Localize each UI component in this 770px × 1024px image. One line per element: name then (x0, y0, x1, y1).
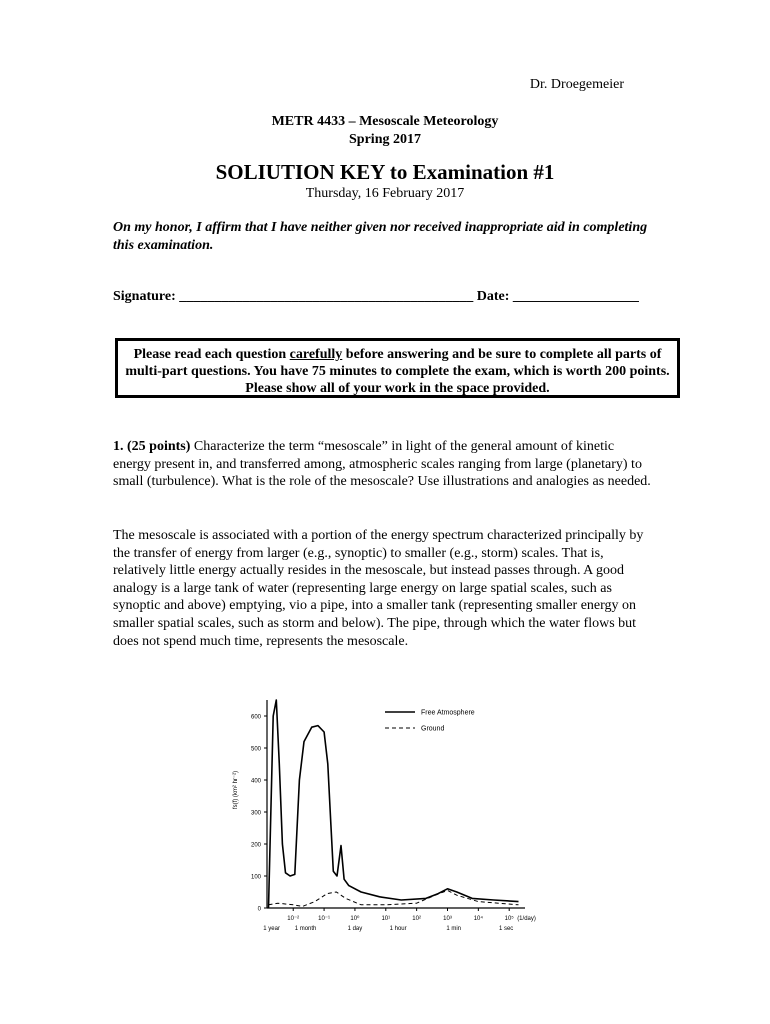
period-label: 1 year (263, 926, 280, 932)
x-tick-label: 10⁵ (504, 916, 514, 922)
instructions-emphasis: carefully (289, 347, 343, 362)
signature-blank: __________________________________________ (179, 289, 474, 304)
question-1 (113, 438, 653, 491)
instructions-part2: before answering and be sure to complete all parts of multi-part questions. You have 75 minutes to complete the exam, which is worth 200 points. Please show all of your work in the space provided. (125, 347, 670, 396)
course-term: Spring 2017 (349, 132, 421, 147)
answer-1: The mesoscale is associated with a portion of the energy spectrum characterized principally by the transfer of energy from larger (e.g., synoptic) to smaller (e.g., storm) scales. That is, relatively little energy actually resides in the mesoscale, but instead passes through. A good analogy is a large tank of water (representing large energy on large spatial scales, such as synoptic and above) emptying, vio a pipe, into a smaller tank (representing smaller energy on smaller spatial scales, such as storm and below). The pipe, through which the water flows but does not spend much time, represents the mesoscale. (113, 528, 644, 649)
signature-line (113, 289, 639, 305)
period-label: 1 day (347, 926, 363, 932)
y-axis-label: fs(f) (km² hr⁻²) (233, 770, 239, 810)
date-blank: __________________ (512, 289, 639, 304)
y-tick-label: 0 (257, 906, 261, 913)
course-title: METR 4433 – Mesoscale Meteorology (271, 114, 499, 129)
period-label: 1 min (446, 926, 462, 932)
signature-label: Signature: (113, 289, 176, 304)
legend-label-free-atmosphere: Free Atmosphere (421, 709, 475, 717)
y-tick-label: 600 (250, 714, 261, 721)
x-tick-label: 10⁻¹ (318, 916, 331, 922)
y-tick-label: 200 (250, 842, 261, 849)
period-label: 1 sec (498, 926, 514, 932)
legend-label-ground: Ground (421, 725, 445, 733)
date-label: Date: (476, 289, 510, 304)
energy-spectrum-chart (225, 690, 545, 940)
question-1-text: Characterize the term “mesoscale” in light of the general amount of kinetic energy present in, and transferred among, atmospheric scales ranging from large (planetary) to small (turbulence). What is the role of the mesoscale? Use illustrations and analogies as needed. (113, 439, 651, 489)
course-header (0, 113, 770, 149)
period-label: 1 month (294, 926, 317, 932)
instructions-part1: Please read each question (133, 347, 290, 362)
x-tick-label: 10⁻² (287, 916, 300, 922)
x-tick-label: 10³ (443, 916, 452, 922)
y-tick-label: 300 (250, 810, 261, 817)
instructions-box (115, 338, 680, 398)
y-tick-label: 500 (250, 746, 261, 753)
y-tick-label: 400 (250, 778, 261, 785)
honor-statement: On my honor, I affirm that I have neither given nor received inappropriate aid in completing this examination. (113, 220, 648, 253)
x-tick-label: 10¹ (381, 916, 391, 922)
exam-date: Thursday, 16 February 2017 (305, 186, 465, 201)
free-atmosphere-line (269, 700, 519, 908)
period-label: 1 hour (389, 926, 407, 932)
y-tick-label: 100 (250, 874, 261, 881)
x-tick-label: 10⁴ (473, 916, 483, 922)
author-name: Dr. Droegemeier (529, 77, 624, 92)
x-unit-label: (1/day) (517, 916, 536, 922)
x-tick-label: 10⁰ (350, 916, 360, 922)
page-title: SOLIUTION KEY to Examination #1 (215, 160, 555, 184)
question-1-label: 1. (25 points) (113, 439, 191, 454)
x-tick-label: 10² (412, 916, 421, 922)
